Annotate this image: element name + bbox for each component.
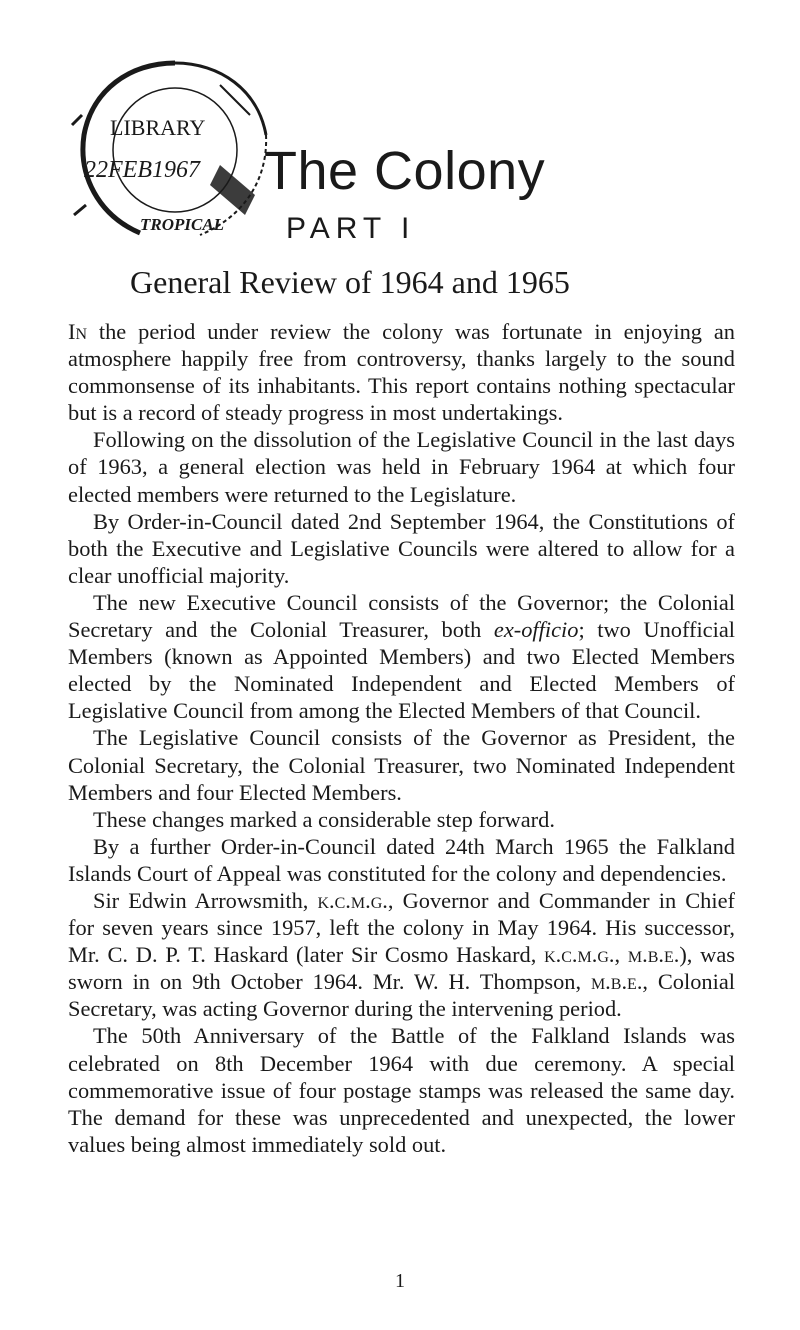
body-text (68, 318, 735, 1158)
page-title: The Colony (264, 141, 546, 201)
paragraph: Following on the dissolution of the Legislative Council in the last days of 1963, a general election was held in February 1964 at which four elected members were returned to the Legislature. (68, 427, 735, 507)
paragraph-lead: In (68, 319, 88, 344)
paragraph: The 50th Anniversary of the Battle of the Falkland Islands was celebrated on 8th December 1964 with due ceremony. A special commemorative issue of four postage stamps was released the same day. The demand for these was unprecedented and unexpected, the lower values being almost immediately sold out. (68, 1023, 735, 1157)
paragraph: These changes marked a considerable step forward. (93, 806, 555, 832)
stamp-seal-icon (70, 55, 280, 240)
svg-text:LIBRARY: LIBRARY (110, 115, 206, 140)
paragraph: The new Executive Council consists of the Governor; the Colonial Secretary and the Colonial Treasurer, both ex-officio; two Unofficial Members (known as Appointed Members) and two Elected Members elected by the Nominated Independent and Elected Members of Legislative Council from among the Elected Members of that Council. (68, 589, 736, 724)
paragraph: The Legislative Council consists of the Governor as President, the Colonial Secretary, the Colonial Treasurer, two Nominated Independent Members and four Elected Members. (68, 725, 735, 805)
paragraph: In the period under review the colony was fortunate in enjoying an atmosphere happily free from controversy, thanks largely to the sound commonsense of its inhabitants. This report contains nothing spectacular but is a record of steady progress in most undertakings. (68, 319, 735, 426)
part-label: PART I (286, 212, 416, 245)
page-number: 1 (395, 1270, 405, 1292)
paragraph: By Order-in-Council dated 2nd September 1964, the Constitutions of both the Executive and Legislative Councils were altered to allow for a clear unofficial majority. (68, 508, 735, 588)
svg-text:TROPICAL: TROPICAL (140, 215, 225, 234)
svg-text:22FEB1967: 22FEB1967 (84, 157, 200, 183)
section-subtitle: General Review of 1964 and 1965 (130, 264, 570, 300)
paragraph: By a further Order-in-Council dated 24th March 1965 the Falkland Islands Court of Appeal was constituted for the colony and dependencies. (68, 833, 735, 886)
library-stamp (70, 55, 280, 240)
paragraph: Sir Edwin Arrowsmith, k.c.m.g., Governor and Commander in Chief for seven years since 1957, left the colony in May 1964. His successor, Mr. C. D. P. T. Haskard (later Sir Cosmo Haskard, k.c.m.g., m.b.e.), was sworn in on 9th October 1964. Mr. W. H. Thompson, m.b.e., Colonial Secretary, was acting Governor during the intervening period. (68, 887, 735, 1022)
